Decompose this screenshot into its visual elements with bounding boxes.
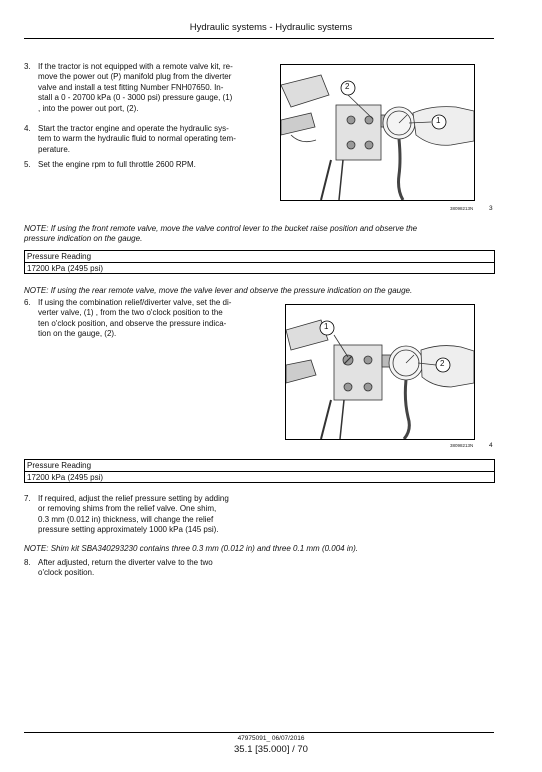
step-6 <box>24 298 264 342</box>
table-header: Pressure Reading <box>27 461 92 470</box>
figure-number: 4 <box>489 442 493 449</box>
note-prefix: NOTE: <box>24 544 49 553</box>
step-number: 5. <box>24 160 31 169</box>
step-4 <box>24 124 264 158</box>
step-line: perature. <box>38 144 71 154</box>
step-7 <box>24 494 269 538</box>
step-line: If required, adjust the relief pressure setting by adding <box>38 494 229 503</box>
figure-id: 38098213N <box>450 443 474 448</box>
step-line: If the tractor is not equipped with a remote valve kit, re- <box>38 62 233 71</box>
header-rule <box>24 38 494 39</box>
step-text <box>38 124 236 155</box>
step-number: 6. <box>24 298 31 307</box>
note-line: Shim kit SBA340293230 contains three 0.3 mm (0.012 in) and three 0.1 mm (0.004 in). <box>50 544 358 553</box>
step-line: After adjusted, return the diverter valve to the two <box>38 558 213 567</box>
pressure-table-1 <box>24 250 495 274</box>
step-line: ten o'clock position, and observe the pressure indica- <box>38 318 227 328</box>
step-line: , into the power out port, (2). <box>38 103 139 113</box>
callout-label: 2 <box>440 359 445 368</box>
step-line: stall a 0 - 20700 kPa (0 - 3000 psi) pressure gauge, (1) <box>38 93 233 103</box>
step-3 <box>24 62 264 118</box>
step-8 <box>24 558 269 582</box>
table-value: 17200 kPa (2495 psi) <box>25 262 494 273</box>
note-front-remote <box>24 224 494 244</box>
step-text <box>38 160 196 170</box>
note-prefix: NOTE: <box>24 286 49 295</box>
diverter-valve-illustration <box>286 305 474 439</box>
page-header-title: Hydraulic systems - Hydraulic systems <box>189 22 353 33</box>
pressure-table-2 <box>24 459 495 483</box>
step-line: tion on the gauge, (2). <box>38 329 117 339</box>
step-line: move the power out (P) manifold plug from the diverter <box>38 72 232 82</box>
step-line: 0.3 mm (0.012 in) thickness, will change the relief <box>38 514 214 524</box>
callout-label: 1 <box>324 322 329 331</box>
hydraulic-gauge-illustration <box>281 65 474 200</box>
step-text <box>38 494 229 536</box>
step-line: pressure setting approximately 1000 kPa (145 psi). <box>38 525 219 535</box>
step-number: 7. <box>24 494 31 503</box>
table-value: 17200 kPa (2495 psi) <box>25 471 494 482</box>
step-line: tem to warm the hydraulic fluid to normal operating tem- <box>38 134 236 144</box>
step-number: 3. <box>24 62 31 71</box>
step-text <box>38 298 231 340</box>
figure-4-illustration <box>285 304 475 440</box>
step-number: 4. <box>24 124 31 133</box>
table-header: Pressure Reading <box>27 252 92 261</box>
callout-label: 2 <box>345 82 350 91</box>
note-line: If using the rear remote valve, move the valve lever and observe the pressure indication on the gauge. <box>50 286 413 295</box>
note-rear-remote <box>24 286 494 296</box>
footer-page-number: 35.1 [35.000] / 70 <box>234 744 308 755</box>
step-line: or removing shims from the relief valve. One shim, <box>38 504 217 514</box>
note-prefix: NOTE: <box>24 224 49 233</box>
step-line: verter valve, (1) , from the two o'clock position to the <box>38 308 223 318</box>
figure-number: 3 <box>489 205 493 212</box>
note-line: pressure indication on the gauge. <box>24 234 143 243</box>
note-line: If using the front remote valve, move the valve control lever to the bucket raise position and observe the <box>50 224 418 233</box>
step-text <box>38 558 213 579</box>
footer-rule <box>24 732 494 733</box>
figure-3-illustration <box>280 64 475 201</box>
footer-doc-date: 47975091_ 06/07/2016 <box>237 735 305 742</box>
step-line: Set the engine rpm to full throttle 2600 RPM. <box>38 160 196 169</box>
callout-label: 1 <box>436 116 441 125</box>
step-line: Start the tractor engine and operate the hydraulic sys- <box>38 124 229 133</box>
figure-id: 38098213N <box>450 206 474 211</box>
step-number: 8. <box>24 558 31 567</box>
step-text <box>38 62 233 114</box>
note-shim-kit <box>24 544 494 554</box>
step-5 <box>24 160 264 172</box>
step-line: o'clock position. <box>38 568 95 578</box>
step-line: valve and install a test fitting Number FNH07650. In- <box>38 82 224 92</box>
step-line: If using the combination relief/diverter valve, set the di- <box>38 298 232 307</box>
